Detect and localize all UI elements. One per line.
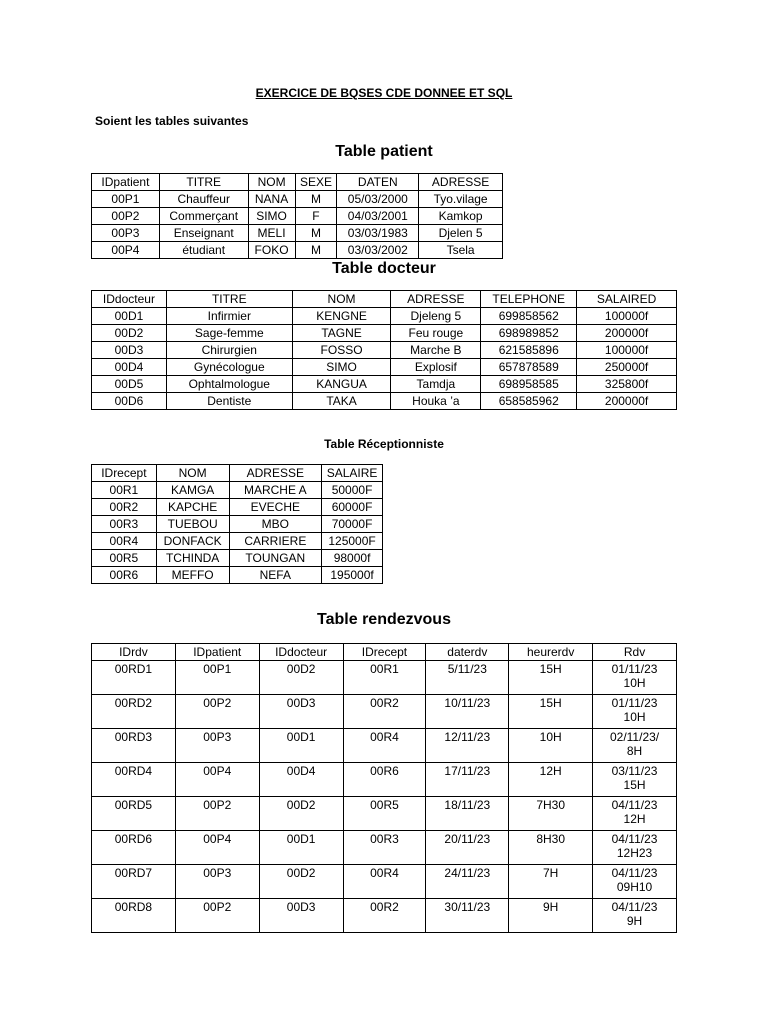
table-cell: NANA [248, 191, 295, 208]
column-header: SALAIRE [322, 465, 383, 482]
table-cell: KAPCHE [156, 499, 229, 516]
table-cell: 657878589 [481, 359, 577, 376]
table-cell: 200000f [577, 325, 677, 342]
cell-line: 02/11/23/ [609, 730, 660, 744]
table-cell: 70000F [322, 516, 383, 533]
cell-line: 9H [626, 914, 643, 928]
table-cell: M [295, 191, 337, 208]
cell-line: 01/11/23 [611, 662, 658, 676]
table-cell: KANGUA [292, 376, 391, 393]
table-cell: Infirmier [166, 308, 292, 325]
table-cell: EVECHE [229, 499, 322, 516]
patient-row [92, 242, 503, 259]
table-cell: Ophtalmologue [166, 376, 292, 393]
table-cell: 00D1 [92, 308, 167, 325]
cell-line: 12H23 [616, 846, 653, 860]
table-rendezvous [91, 643, 677, 933]
table-cell: TAKA [292, 393, 391, 410]
table-cell: 00RD4 [92, 763, 176, 797]
cell-line: 10H [623, 676, 646, 690]
table-cell: 7H30 [509, 797, 593, 831]
table-cell: 621585896 [481, 342, 577, 359]
table-cell: Tsela [419, 242, 503, 259]
table-cell: 658585962 [481, 393, 577, 410]
docteur-row [92, 359, 677, 376]
table-cell: 50000F [322, 482, 383, 499]
table-cell: 7H [509, 865, 593, 899]
table-cell [593, 695, 677, 729]
cell-line: 12H [623, 812, 646, 826]
column-header: DATEN [337, 174, 419, 191]
table-cell: 00R5 [343, 797, 426, 831]
table-cell [593, 865, 677, 899]
table-cell: 125000F [322, 533, 383, 550]
table-cell: 00P1 [175, 661, 259, 695]
patient-row [92, 225, 503, 242]
cell-line: 8H [626, 744, 643, 758]
rendezvous-row [92, 695, 677, 729]
table-cell: 00R1 [92, 482, 157, 499]
column-header: ADRESSE [419, 174, 503, 191]
table-cell: 00R2 [92, 499, 157, 516]
cell-line: 04/11/23 [611, 798, 658, 812]
table-cell: 00RD7 [92, 865, 176, 899]
table-cell: Djeleng 5 [391, 308, 481, 325]
patient-row [92, 191, 503, 208]
docteur-row [92, 393, 677, 410]
table-cell: M [295, 242, 337, 259]
table-cell: Enseignant [159, 225, 248, 242]
table-cell: Houka ’a [391, 393, 481, 410]
table-cell: 5/11/23 [426, 661, 509, 695]
cell-line: 09H10 [616, 880, 653, 894]
table-cell: 00P4 [175, 763, 259, 797]
column-header: TITRE [166, 291, 292, 308]
table-cell: 00P1 [92, 191, 160, 208]
table-cell: 00RD3 [92, 729, 176, 763]
table-cell: 05/03/2000 [337, 191, 419, 208]
table-cell: Chauffeur [159, 191, 248, 208]
table-cell: 00P2 [92, 208, 160, 225]
docteur-row [92, 342, 677, 359]
table-cell: 00R5 [92, 550, 157, 567]
table-cell: 00P2 [175, 899, 259, 933]
table-cell: 00P4 [92, 242, 160, 259]
table-cell: 04/03/2001 [337, 208, 419, 225]
rendezvous-row [92, 763, 677, 797]
table-cell: TCHINDA [156, 550, 229, 567]
rendezvous-row [92, 661, 677, 695]
column-header: IDdocteur [92, 291, 167, 308]
column-header: SEXE [295, 174, 337, 191]
table-docteur [91, 290, 677, 410]
table-cell: 00D4 [259, 763, 343, 797]
table-cell: 12H [509, 763, 593, 797]
table-cell: M [295, 225, 337, 242]
table-cell: 00D6 [92, 393, 167, 410]
table-cell: 100000f [577, 342, 677, 359]
table-cell: Kamkop [419, 208, 503, 225]
receptionniste-row [92, 533, 383, 550]
table-cell: 98000f [322, 550, 383, 567]
rendezvous-row [92, 797, 677, 831]
cell-line: 01/11/23 [611, 696, 658, 710]
table-cell: 03/03/1983 [337, 225, 419, 242]
table-cell: 24/11/23 [426, 865, 509, 899]
table-cell: 03/03/2002 [337, 242, 419, 259]
table-cell: 195000f [322, 567, 383, 584]
column-header: IDpatient [92, 174, 160, 191]
table-cell: 00D3 [259, 899, 343, 933]
table-cell: Commerçant [159, 208, 248, 225]
table-cell: 00D2 [259, 865, 343, 899]
docteur-row [92, 308, 677, 325]
table-cell: 699858562 [481, 308, 577, 325]
table-cell: MEFFO [156, 567, 229, 584]
table-cell: 00D5 [92, 376, 167, 393]
table-cell: SIMO [248, 208, 295, 225]
table-cell: étudiant [159, 242, 248, 259]
receptionniste-row [92, 516, 383, 533]
table-cell: 10/11/23 [426, 695, 509, 729]
receptionniste-row [92, 550, 383, 567]
table-patient-caption: Table patient [335, 143, 433, 160]
table-header-row [92, 174, 503, 191]
table-cell: 00R4 [92, 533, 157, 550]
cell-line: 04/11/23 [611, 900, 658, 914]
table-rendezvous-caption: Table rendezvous [317, 611, 451, 628]
docteur-row [92, 376, 677, 393]
docteur-row [92, 325, 677, 342]
intro-text: Soient les tables suivantes [95, 114, 249, 128]
column-header: NOM [248, 174, 295, 191]
table-cell: FOSSO [292, 342, 391, 359]
table-cell: 00D1 [259, 831, 343, 865]
table-cell: 00RD8 [92, 899, 176, 933]
table-cell: 00P3 [92, 225, 160, 242]
table-cell: Djelen 5 [419, 225, 503, 242]
table-cell: 00P2 [175, 695, 259, 729]
table-cell: 00D3 [259, 695, 343, 729]
table-cell: TUEBOU [156, 516, 229, 533]
receptionniste-row [92, 567, 383, 584]
cell-line: 10H [623, 710, 646, 724]
table-cell: 698958585 [481, 376, 577, 393]
table-cell: 200000f [577, 393, 677, 410]
table-header-row [92, 644, 677, 661]
column-header: IDrecept [92, 465, 157, 482]
table-cell: 00R4 [343, 729, 426, 763]
table-cell: DONFACK [156, 533, 229, 550]
table-cell: 00P3 [175, 729, 259, 763]
cell-line: 04/11/23 [611, 832, 658, 846]
table-patient [91, 173, 503, 259]
table-cell: 00D3 [92, 342, 167, 359]
table-cell: 100000f [577, 308, 677, 325]
table-cell: 30/11/23 [426, 899, 509, 933]
column-header: TELEPHONE [481, 291, 577, 308]
column-header: TITRE [159, 174, 248, 191]
table-cell: Tamdja [391, 376, 481, 393]
table-cell: 15H [509, 695, 593, 729]
table-cell: 00D2 [259, 661, 343, 695]
table-cell: 00D4 [92, 359, 167, 376]
table-cell: SIMO [292, 359, 391, 376]
document-title: EXERCICE DE BQSES CDE DONNEE ET SQL [255, 86, 513, 100]
table-cell [593, 661, 677, 695]
cell-line: 04/11/23 [611, 866, 658, 880]
table-cell: 12/11/23 [426, 729, 509, 763]
patient-row [92, 208, 503, 225]
rendezvous-row [92, 865, 677, 899]
receptionniste-row [92, 499, 383, 516]
table-cell: 9H [509, 899, 593, 933]
table-cell: Dentiste [166, 393, 292, 410]
table-cell: TOUNGAN [229, 550, 322, 567]
table-cell: Marche B [391, 342, 481, 359]
table-cell: 00P3 [175, 865, 259, 899]
column-header: Rdv [593, 644, 677, 661]
table-cell: 60000F [322, 499, 383, 516]
column-header: ADRESSE [391, 291, 481, 308]
column-header: IDdocteur [259, 644, 343, 661]
table-cell [593, 763, 677, 797]
table-cell: 00R3 [92, 516, 157, 533]
table-cell: 00RD2 [92, 695, 176, 729]
table-cell: 00RD1 [92, 661, 176, 695]
column-header: daterdv [426, 644, 509, 661]
column-header: IDrdv [92, 644, 176, 661]
table-cell: 20/11/23 [426, 831, 509, 865]
table-cell: 00R3 [343, 831, 426, 865]
table-cell: 18/11/23 [426, 797, 509, 831]
rendezvous-row [92, 831, 677, 865]
table-cell: Explosif [391, 359, 481, 376]
column-header: IDrecept [343, 644, 426, 661]
table-cell: MELI [248, 225, 295, 242]
table-cell: 00D2 [259, 797, 343, 831]
table-cell: KAMGA [156, 482, 229, 499]
table-cell: Tyo.vilage [419, 191, 503, 208]
table-cell: 250000f [577, 359, 677, 376]
table-cell: Gynécologue [166, 359, 292, 376]
table-cell: 00D2 [92, 325, 167, 342]
table-cell: 00D1 [259, 729, 343, 763]
table-cell: 00P2 [175, 797, 259, 831]
table-cell: 00R2 [343, 695, 426, 729]
table-cell: 00R2 [343, 899, 426, 933]
table-cell: MARCHE A [229, 482, 322, 499]
table-cell: 00R4 [343, 865, 426, 899]
cell-line: 03/11/23 [611, 764, 658, 778]
table-cell: 17/11/23 [426, 763, 509, 797]
table-cell: 00R1 [343, 661, 426, 695]
table-receptionniste [91, 464, 383, 584]
table-cell: MBO [229, 516, 322, 533]
table-cell: CARRIERE [229, 533, 322, 550]
column-header: ADRESSE [229, 465, 322, 482]
table-cell: Sage-femme [166, 325, 292, 342]
table-cell: 325800f [577, 376, 677, 393]
receptionniste-row [92, 482, 383, 499]
table-cell: 00R6 [92, 567, 157, 584]
table-cell: 15H [509, 661, 593, 695]
table-cell: 10H [509, 729, 593, 763]
table-cell: TAGNE [292, 325, 391, 342]
table-cell: NEFA [229, 567, 322, 584]
column-header: heurerdv [509, 644, 593, 661]
table-header-row [92, 291, 677, 308]
table-cell: 00RD5 [92, 797, 176, 831]
rendezvous-row [92, 729, 677, 763]
rendezvous-row [92, 899, 677, 933]
table-cell [593, 729, 677, 763]
table-header-row [92, 465, 383, 482]
table-cell: Chirurgien [166, 342, 292, 359]
table-cell: FOKO [248, 242, 295, 259]
table-cell: 00RD6 [92, 831, 176, 865]
column-header: IDpatient [175, 644, 259, 661]
table-cell [593, 899, 677, 933]
table-cell [593, 797, 677, 831]
table-cell: 8H30 [509, 831, 593, 865]
column-header: NOM [156, 465, 229, 482]
table-cell: 00R6 [343, 763, 426, 797]
column-header: SALAIRED [577, 291, 677, 308]
cell-line: 15H [623, 778, 646, 792]
table-cell: F [295, 208, 337, 225]
table-cell [593, 831, 677, 865]
table-cell: KENGNE [292, 308, 391, 325]
table-cell: 698989852 [481, 325, 577, 342]
column-header: NOM [292, 291, 391, 308]
table-cell: 00P4 [175, 831, 259, 865]
table-receptionniste-caption: Table Réceptionniste [324, 437, 444, 451]
table-cell: Feu rouge [391, 325, 481, 342]
table-docteur-caption: Table docteur [332, 260, 436, 277]
